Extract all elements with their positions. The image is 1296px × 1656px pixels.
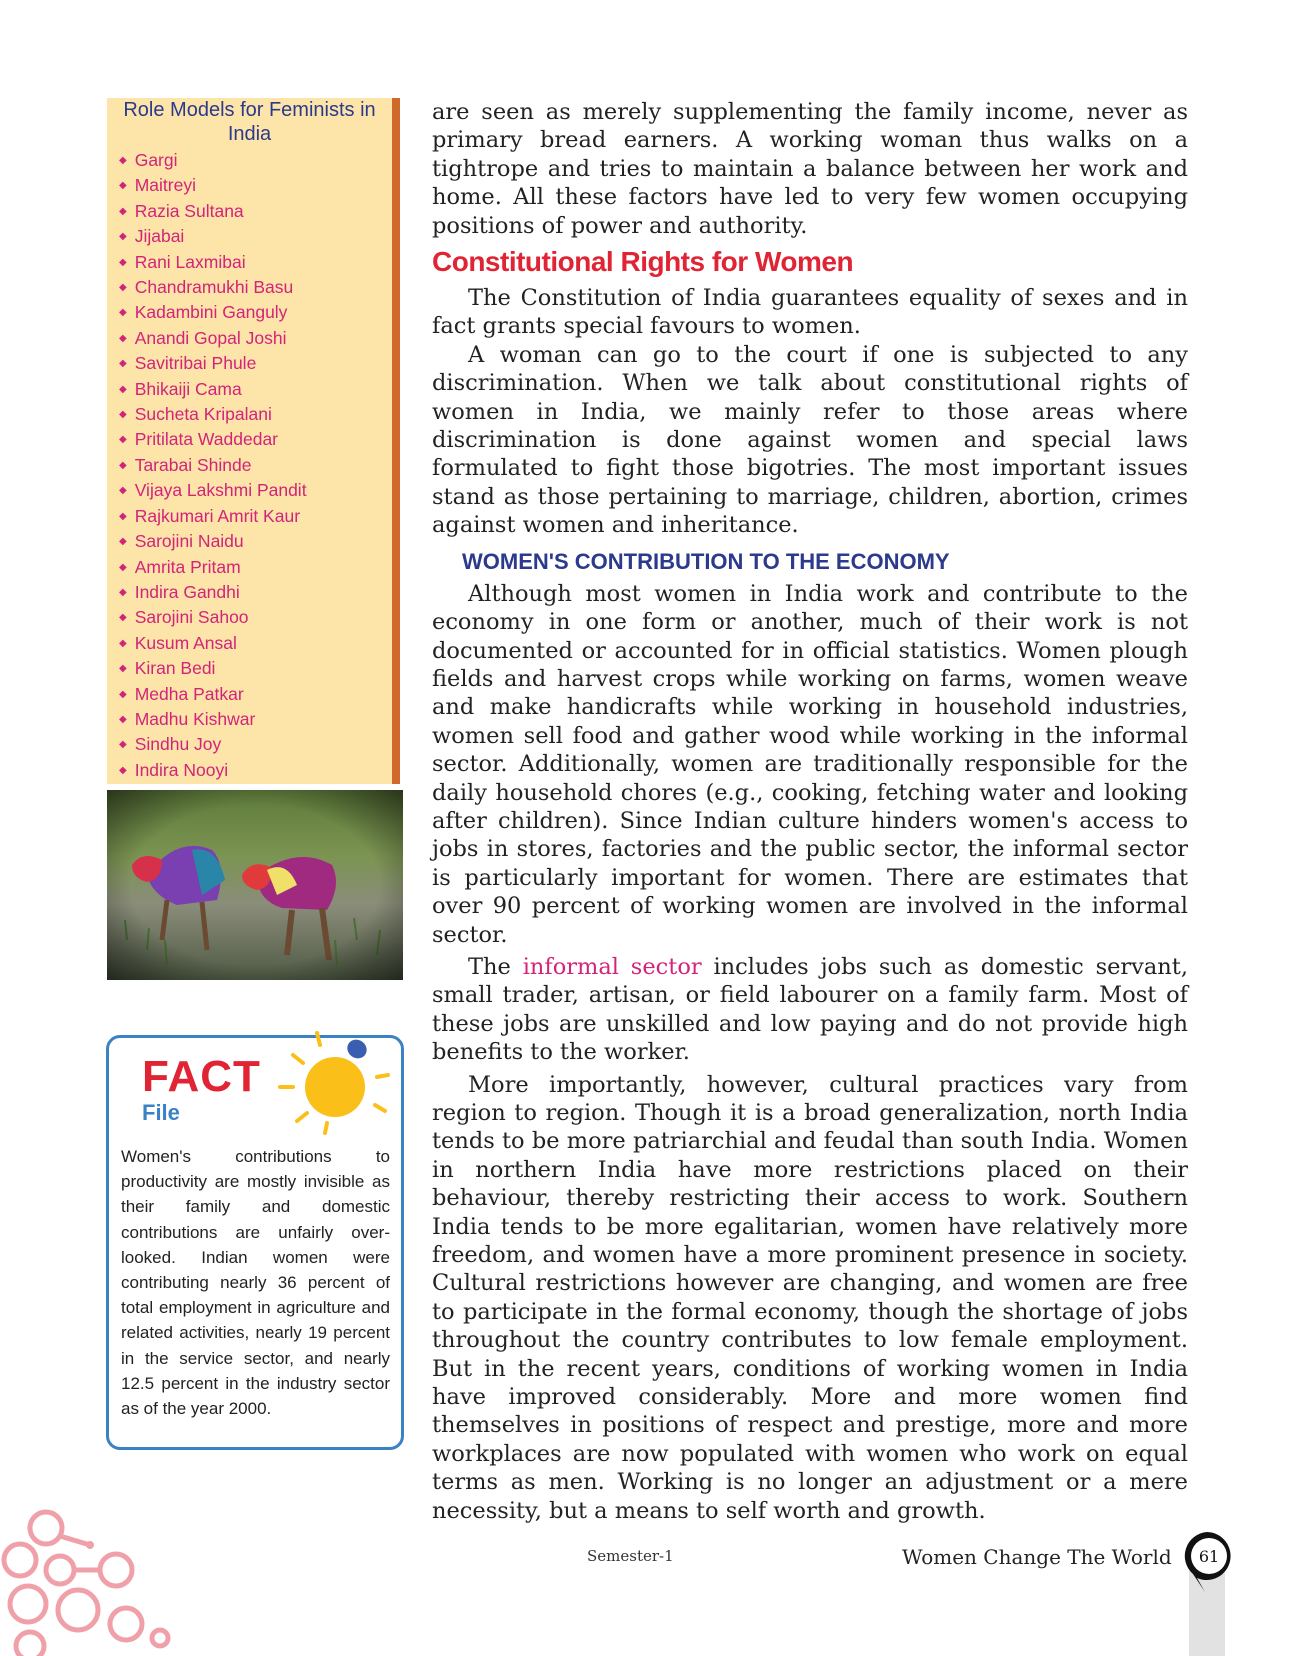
role-model-item: [119, 300, 392, 325]
bullet-diamond-icon: ◆: [119, 536, 127, 548]
text-span: includes jobs such as domestic servant, small trader, artisan, or field labourer on a family farm. Most of these jobs are unskilled and low paying and do not provide high benefits to the worker.: [432, 953, 1188, 1066]
role-model-name: Sucheta Kripalani: [134, 404, 272, 425]
role-model-item: [119, 758, 392, 783]
role-model-name: Rani Laxmibai: [134, 251, 246, 272]
main-content: [432, 98, 1188, 1525]
bullet-diamond-icon: ◆: [119, 383, 127, 395]
bullet-diamond-icon: ◆: [119, 256, 127, 268]
bullet-diamond-icon: ◆: [119, 409, 127, 421]
role-model-item: [119, 402, 392, 427]
bullet-diamond-icon: ◆: [119, 586, 127, 598]
role-model-item: [119, 605, 392, 630]
footer-book-title: Women Change The World: [902, 1545, 1172, 1569]
bullet-diamond-icon: ◆: [119, 180, 127, 192]
role-model-item: [119, 478, 392, 503]
role-model-name: Bhikaiji Cama: [134, 378, 242, 399]
paragraph-cultural-practices: More importantly, however, cultural practices vary from region to region. Though it is a broad generalization, north India tends to be more patriarchial and feudal than south India. Women in northern India have more restrictions placed on their behaviour, thereby restricting their access to work. Southern India tends to be more egalitarian, women have relatively more freedom, and women have a more prominent presence in society. Cultural restrictions however are changing, and women are free to participate in the formal economy, though the shortage of jobs throughout the country contributes to low female employment. But in the recent years, conditions of working women in India have improved considerably. More and more women find themselves in positions of respect and prestige, more and more workplaces are now populated with women who work on equal terms as men. Working is no longer an adjustment or a mere necessity, but a means to self worth and growth.: [432, 1071, 1188, 1524]
bullet-diamond-icon: ◆: [119, 358, 127, 370]
paragraph-informal-sector: [432, 953, 1188, 1067]
role-model-item: [119, 631, 392, 656]
role-model-item: [119, 427, 392, 452]
footer-semester: Semester-1: [587, 1547, 674, 1565]
bullet-diamond-icon: ◆: [119, 434, 127, 446]
bullet-diamond-icon: ◆: [119, 205, 127, 217]
role-model-item: [119, 351, 392, 376]
bullet-diamond-icon: ◆: [119, 637, 127, 649]
role-models-box: [107, 98, 400, 784]
paragraph-contribution: Although most women in India work and contribute to the economy in one form or another, much of their work is not documented or accounted for in official statistics. Women plough fields and harvest crops while working on farms, women weave and make handicrafts while working in household industries, women sell food and gather wood while working in the informal sector. Additionally, women are traditionally responsible for the daily household chores (e.g., cooking, fetching water and looking after children). Since Indian culture hinders women's access to jobs in stores, factories and the public sector, the informal sector is particularly important for women. There are estimates that over 90 percent of working women are involved in the informal sector.: [432, 580, 1188, 948]
fact-text: Women's contributions to productivity are mostly invisible as their family and domestic contributions are unfairly over-looked. Indian women were contributing nearly 36 percent of total employment in agriculture and related activities, nearly 19 percent in the service sector, and nearly 12.5 percent in the industry sector as of the year 2000.: [121, 1147, 390, 1419]
decorative-circles: [0, 1500, 180, 1656]
page-number-badge: [1175, 1528, 1239, 1656]
role-model-item: [119, 377, 392, 402]
role-model-name: Medha Patkar: [134, 683, 244, 704]
bullet-diamond-icon: ◆: [119, 510, 127, 522]
role-model-item: [119, 224, 392, 249]
page-number: 61: [1198, 1547, 1220, 1566]
bullet-diamond-icon: ◆: [119, 231, 127, 243]
role-model-name: Razia Sultana: [134, 200, 244, 221]
paragraph-discrimination: A woman can go to the court if one is subjected to any discrimination. When we talk about constitutional rights of women in India, we mainly refer to those areas where discrimination is done against women and special laws formulated to fight those bigotries. The most important issues stand as those pertaining to marriage, children, abortion, crimes against women and inheritance.: [432, 341, 1188, 539]
role-model-item: [119, 529, 392, 554]
role-model-name: Anandi Gopal Joshi: [134, 327, 287, 348]
lightbulb-icon: [275, 1025, 390, 1145]
bullet-diamond-icon: ◆: [119, 485, 127, 497]
role-model-name: Vijaya Lakshmi Pandit: [134, 480, 307, 501]
role-models-list: [107, 148, 392, 783]
role-model-name: Madhu Kishwar: [134, 708, 256, 729]
role-model-name: Sindhu Joy: [134, 734, 222, 755]
fact-heading: FACT: [142, 1052, 261, 1101]
role-model-name: Indira Nooyi: [134, 759, 229, 780]
role-model-name: Kiran Bedi: [134, 658, 216, 679]
role-model-item: [119, 326, 392, 351]
bullet-diamond-icon: ◆: [119, 282, 127, 294]
role-model-name: Indira Gandhi: [134, 581, 240, 602]
bullet-diamond-icon: ◆: [119, 155, 127, 166]
role-model-item: [119, 453, 392, 478]
role-model-name: Chandramukhi Basu: [134, 277, 294, 298]
bullet-diamond-icon: ◆: [119, 663, 127, 675]
role-model-name: Rajkumari Amrit Kaur: [134, 505, 301, 526]
bullet-diamond-icon: ◆: [119, 561, 127, 573]
role-model-item: [119, 732, 392, 757]
bullet-diamond-icon: ◆: [119, 713, 127, 725]
bullet-diamond-icon: ◆: [119, 688, 127, 700]
bullet-diamond-icon: ◆: [119, 332, 127, 344]
role-models-title: Role Models for Feminists in India: [123, 99, 376, 145]
role-model-item: [119, 707, 392, 732]
role-model-name: Kadambini Ganguly: [134, 302, 288, 323]
role-model-item: [119, 275, 392, 300]
bullet-diamond-icon: ◆: [119, 612, 127, 624]
role-model-item: [119, 173, 392, 198]
bullet-diamond-icon: ◆: [119, 764, 127, 776]
role-model-item: [119, 504, 392, 529]
role-model-name: Maitreyi: [134, 175, 196, 196]
role-model-name: Pritilata Waddedar: [134, 429, 279, 450]
role-model-name: Kusum Ansal: [134, 632, 237, 653]
role-model-item: [119, 682, 392, 707]
role-model-name: Savitribai Phule: [134, 353, 257, 374]
role-model-name: Jijabai: [134, 226, 185, 247]
role-model-name: Amrita Pritam: [134, 556, 241, 577]
bullet-diamond-icon: ◆: [119, 739, 127, 751]
role-model-item: [119, 250, 392, 275]
role-model-item: [119, 555, 392, 580]
text-span: The: [468, 953, 523, 980]
women-farming-photo: [107, 790, 403, 980]
role-model-name: Sarojini Naidu: [134, 531, 244, 552]
role-model-name: Sarojini Sahoo: [134, 607, 249, 628]
role-model-item: [119, 656, 392, 681]
role-model-item: [119, 199, 392, 224]
paragraph-intro: are seen as merely supplementing the family income, never as primary bread earners. A working woman thus walks on a tightrope and tries to maintain a balance between her work and home. All these factors have led to very few women occupying positions of power and authority.: [432, 99, 1188, 239]
role-model-item: [119, 148, 392, 173]
role-model-name: Tarabai Shinde: [134, 454, 252, 475]
role-model-name: Gargi: [134, 150, 178, 170]
heading-economy: WOMEN'S CONTRIBUTION TO THE ECONOMY: [462, 548, 950, 574]
bullet-diamond-icon: ◆: [119, 307, 127, 319]
paragraph-constitution: The Constitution of India guarantees equality of sexes and in fact grants special favours to women.: [432, 285, 1188, 340]
role-model-item: [119, 580, 392, 605]
informal-sector-term: informal sector: [522, 953, 702, 980]
bullet-diamond-icon: ◆: [119, 459, 127, 471]
fact-subheading: File: [142, 1100, 180, 1125]
heading-constitutional-rights: Constitutional Rights for Women: [432, 246, 854, 278]
